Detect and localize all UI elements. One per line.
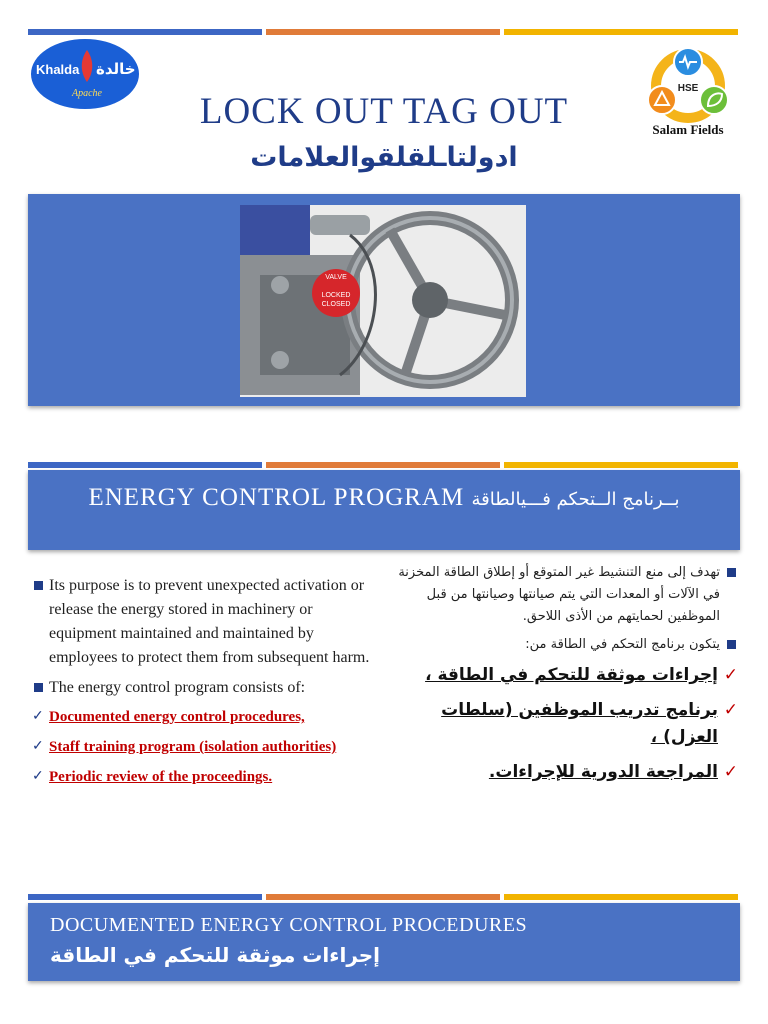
middle-stripe xyxy=(28,462,738,468)
svg-text:LOCKED: LOCKED xyxy=(321,292,351,299)
heading-arabic: إجراءات موثقة للتحكم في الطاقة xyxy=(50,943,381,967)
svg-text:خالدة: خالدة xyxy=(96,60,136,78)
svg-text:HSE: HSE xyxy=(677,83,699,94)
check-item: ✓ برنامج تدريب الموظفين (سلطات العزل) ، xyxy=(398,697,738,751)
list-item: Its purpose is to prevent unexpected activation or release the energy stored in machinery or equipment maintained and maintained by employees to protect them from subsequent harm. xyxy=(32,574,372,670)
checkmark-icon: ✓ xyxy=(723,665,738,685)
documented-procedures-heading xyxy=(28,903,740,981)
bullet-square-icon xyxy=(34,683,43,692)
checkmark-icon: ✓ xyxy=(32,769,44,784)
svg-text:Salam Fields: Salam Fields xyxy=(652,122,724,137)
checkmark-icon: ✓ xyxy=(723,700,738,720)
check-item: ✓ Staff training program (isolation authorities) xyxy=(32,736,372,758)
page-title-arabic: ادولتاـلقلقوالعلامات xyxy=(250,142,518,173)
list-item: يتكون برنامج التحكم في الطاقة من: xyxy=(398,634,738,656)
list-item: The energy control program consists of: xyxy=(32,676,372,700)
list-item: تهدف إلى منع التنشيط غير المتوقع أو إطلاق الطاقة المخزنة في الآلات أو المعدات التي يتم صيانتها وصيانتها من قبل الموظفين لحمايتهم من الأذى اللاحق. xyxy=(398,562,738,628)
checkmark-icon: ✓ xyxy=(723,762,738,782)
heading-english: ENERGY CONTROL PROGRAM xyxy=(88,484,465,511)
arabic-content xyxy=(398,562,738,794)
bullet-square-icon xyxy=(727,640,736,649)
heading-arabic: بــرنامج الــتحكم فـــيالطاقة xyxy=(471,489,680,510)
valve-lockout-photo xyxy=(240,205,526,397)
bullet-square-icon xyxy=(727,568,736,577)
checkmark-icon: ✓ xyxy=(32,739,44,754)
english-content xyxy=(32,574,372,796)
energy-control-program-heading xyxy=(28,484,740,512)
heading-english: DOCUMENTED ENERGY CONTROL PROCEDURES xyxy=(50,914,528,936)
top-stripe xyxy=(28,29,738,35)
svg-text:Khalda: Khalda xyxy=(36,62,80,77)
check-item: ✓ Periodic review of the proceedings. xyxy=(32,766,372,788)
svg-text:VALVE: VALVE xyxy=(325,274,347,281)
svg-text:Apache: Apache xyxy=(72,88,102,99)
check-item: ✓ المراجعة الدورية للإجراءات. xyxy=(398,759,738,786)
svg-text:CLOSED: CLOSED xyxy=(321,301,351,308)
bottom-stripe xyxy=(28,894,738,900)
checkmark-icon: ✓ xyxy=(32,709,44,724)
check-item: ✓ Documented energy control procedures, xyxy=(32,706,372,728)
check-item: ✓ إجراءات موثقة للتحكم في الطاقة ، xyxy=(398,662,738,689)
page-title: LOCK OUT TAG OUT xyxy=(199,91,569,132)
bullet-square-icon xyxy=(34,581,43,590)
